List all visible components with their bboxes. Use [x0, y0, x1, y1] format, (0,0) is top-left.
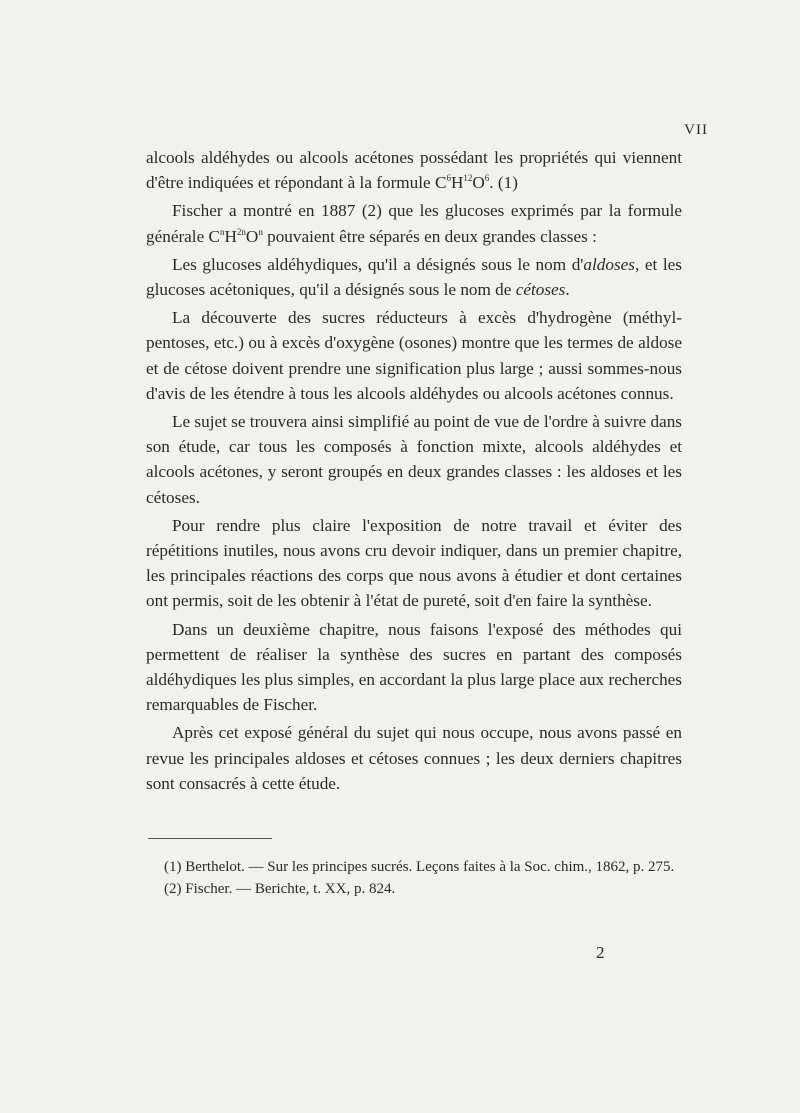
page-number-arabic: 2 [596, 943, 605, 962]
paragraph-8: Après cet exposé général du sujet qui nous occupe, nous avons passé en revue les principales aldoses et cétoses connues ; les deux derniers chapitres sont consacrés à cette étude. [146, 723, 682, 793]
paragraph-6: Pour rendre plus claire l'exposition de notre travail et éviter des répétitions inutiles, nous avons cru devoir indiquer, dans un premier chapitre, les principales réactions des corps que nous avons à étudier et dont certaines ont permis, soit de les obtenir à l'état de pureté, soit d'en faire la synthèse. [146, 515, 682, 611]
term-aldoses: aldoses [583, 254, 635, 274]
footnote-1: (1) Berthelot. — Sur les principes sucrés. Leçons faites à la Soc. chim., 1862, p. 275. [164, 859, 675, 875]
paragraph-1 [146, 145, 682, 195]
paragraph-1-end: . (1) [489, 173, 518, 193]
paragraph-2: Fischer a montré en 1887 (2) que les glucoses exprimés par la formule générale $C^nH^{2n}O^n$ pouvaient être séparés en deux grandes classes : [146, 201, 682, 246]
page-number-roman: VII [684, 122, 708, 138]
footnote-2: (2) Fischer. — Berichte, t. XX, p. 824. [164, 881, 396, 897]
paragraph-3: Les glucoses aldéhydiques, qu'il a désignés sous le nom d'aldoses, et les glucoses acétoniques, qu'il a désignés sous le nom de cétoses. [146, 254, 682, 300]
body-text [146, 145, 682, 796]
paragraph-1-text: alcools aldéhydes ou alcools acétones possédant les propriétés qui viennent d'être indiquées et répondant à la formule [146, 148, 682, 193]
paragraph-7: Dans un deuxième chapitre, nous faisons l'exposé des méthodes qui permettent de réaliser la synthèse des sucres en partant des composés aldéhydiques les plus simples, en accordant la plus large place aux recherches remarquables de Fischer. [146, 619, 682, 715]
paragraph-5: Le sujet se trouvera ainsi simplifié au point de vue de l'ordre à suivre dans son étude, car tous les composés à fonction mixte, alcools aldéhydes et alcools acétones, y seront groupés en deux grandes classes : les aldoses et les cétoses. [146, 412, 682, 507]
term-cetoses: cétoses [515, 280, 566, 300]
formula-general: $C^nH^{2n}O^n$ [208, 226, 263, 246]
footnotes [146, 856, 692, 900]
formula-c6h12o6: $C^6H^{12}O^6$ [434, 173, 490, 193]
paragraph-4: La découverte des sucres réducteurs à excès d'hydrogène (méthyl-pentoses, etc.) ou à excès d'oxygène (osones) montre que les termes de aldose et de cétose doivent prendre une signification plus large ; aussi sommes-nous d'avis de les étendre à tous les alcools aldéhydes ou alcools acétones connus. [146, 308, 682, 403]
footnote-divider [148, 838, 272, 839]
